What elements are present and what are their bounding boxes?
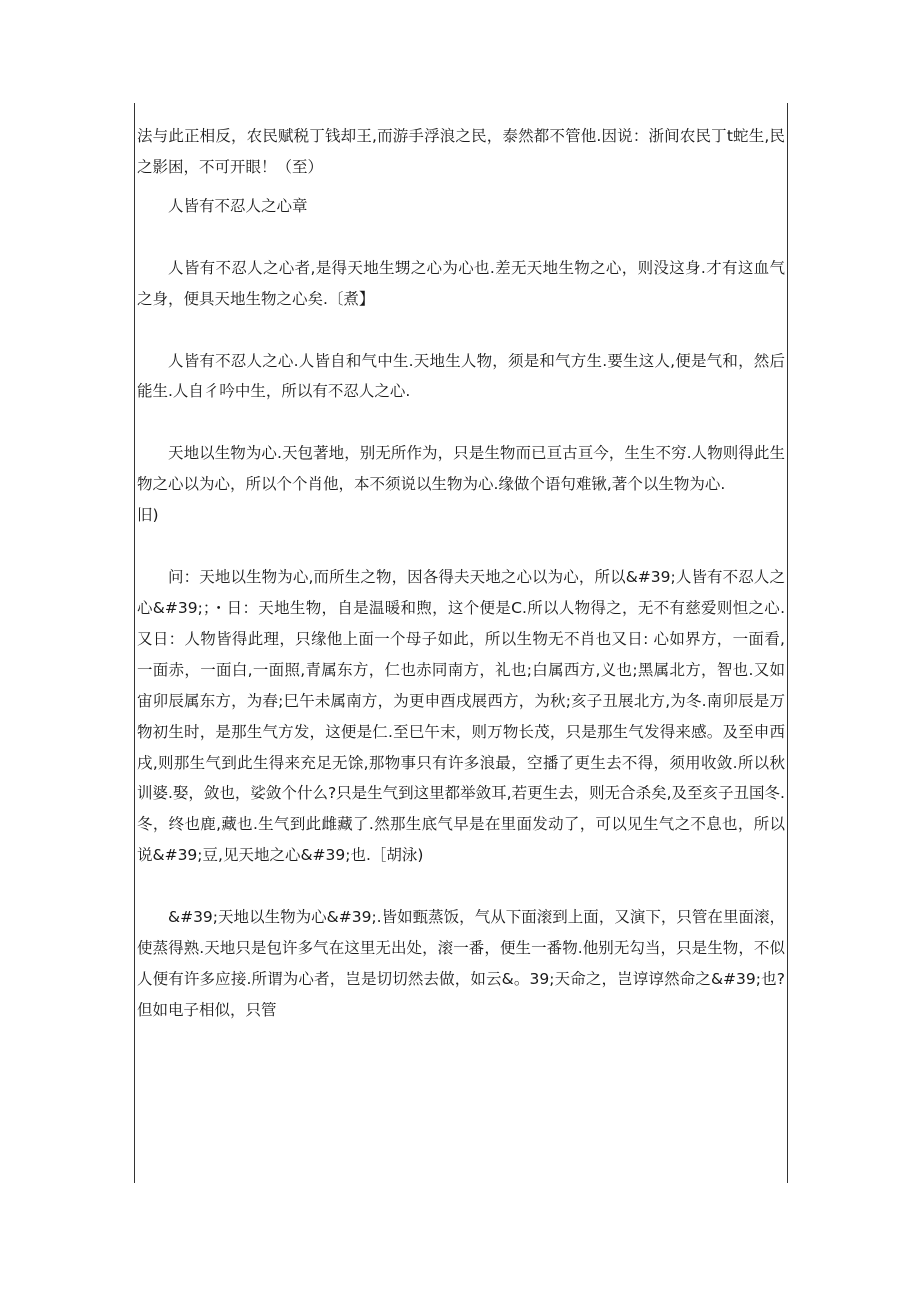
page-border-left <box>134 103 135 1183</box>
paragraph: 人皆有不忍人之心者,是得天地生甥之心为心也.差无天地生物之心，则没这身.才有这血气之身，便具天地生物之心矣.〔煮】 <box>137 258 785 308</box>
section-heading: 人皆有不忍人之心章 <box>168 196 308 215</box>
paragraph-continuation: 法与此正相反，农民赋税丁钱却王,而游手浮浪之民，泰然都不管他.因说：浙间农民丁t蛇生,民之影困，不可开眼！（至） <box>137 127 785 176</box>
page-border-right <box>787 103 788 1183</box>
paragraph: 问：天地以生物为心,而所生之物，因各得夫天地之心以为心，所以&#39;人皆有不忍人之心&#39;；・日：天地生物，自是温暖和煦，这个便是C.所以人物得之，无不有慈爱则怛之心.又日：人物皆得此理，只缘他上面一个母子如此，所以生物无不肖也又日: 心如界方，一面看,一面赤，一面白,一面照,青属东方，仁也赤同南方，礼也;白属西方,义也;黑属北方，智也.又如宙卯辰属东方，为春;巳午未属南方，为更申酉戌展西方，为秋;亥子丑展北方,为冬.南卯辰是万物初生时，是那生气方发，这便是仁.至巳午末，则万物长茂，只是那生气发得来感。及至申西戌,则那生气到此生得来充足无馀,那物事只有许多浪最，空播了更生去不得，须用收敛.所以秋训婆.娶，敛也，娑敛个什么?只是生气到这里都举敛耳,若更生去，则无合杀矣,及至亥子丑国冬.冬，终也鹿,藏也.生气到此雌藏了.然那生底气早是在里面发动了，可以见生气之不息也，所以说&#39;豆,见天地之心&#39;也.［胡泳) <box>137 568 785 865</box>
paragraph: &#39;天地以生物为心&#39;.皆如甄蒸饭，气从下面滚到上面，又演下，只管在里面滚，使蒸得熟.天地只是包许多气在这里无出处，滚一番，便生一番物.他别无勾当，只是生物，不似人便有许多应接.所谓为心者，岂是切切然去做，如云&。39;天命之，岂谆谆然命之&#39;也?但如电子相似，只管 <box>137 908 785 1019</box>
paragraph: 旧) <box>137 506 159 525</box>
document-page <box>137 121 785 1026</box>
paragraph: 人皆有不忍人之心.人皆自和气中生.天地生人物，须是和气方生.要生这人,便是气和，然后能生.人自彳吟中生，所以有不忍人之心. <box>137 351 785 401</box>
paragraph: 天地以生物为心.天包著地，别无所作为，只是生物而已亘古亘今，生生不穷.人物则得此生物之心以为心，所以个个肖他，本不须说以生物为心.缘做个语句难锹,著个以生物为心. <box>137 444 785 494</box>
